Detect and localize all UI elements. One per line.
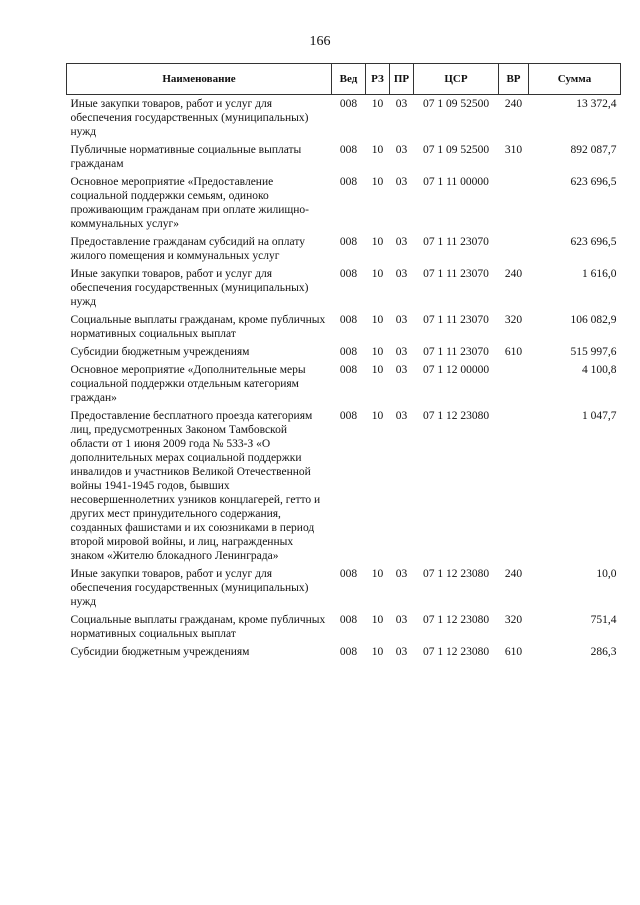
cell-ved: 008 xyxy=(339,614,358,626)
cell-ved: 008 xyxy=(339,314,358,326)
cell-sum: 286,3 xyxy=(590,646,617,658)
table-row xyxy=(67,267,621,313)
table-row xyxy=(67,409,621,567)
cell-name: Социальные выплаты гражданам, кроме публичных нормативных социальных выплат xyxy=(70,314,326,340)
cell-rz: 10 xyxy=(371,614,384,626)
cell-pr: 03 xyxy=(395,268,408,280)
cell-vr: 240 xyxy=(504,568,523,580)
cell-sum: 751,4 xyxy=(590,614,617,626)
table-row xyxy=(67,143,621,175)
header-rz: РЗ xyxy=(366,64,390,95)
header-pr: ПР xyxy=(390,64,414,95)
table-row xyxy=(67,95,621,144)
cell-sum: 1 616,0 xyxy=(582,268,617,280)
cell-csr: 07 1 11 23070 xyxy=(423,268,489,280)
cell-csr: 07 1 11 23070 xyxy=(423,236,489,248)
cell-pr: 03 xyxy=(395,614,408,626)
cell-sum: 1 047,7 xyxy=(582,410,617,422)
cell-sum: 623 696,5 xyxy=(570,236,617,248)
cell-csr: 07 1 11 23070 xyxy=(423,314,489,326)
table-row xyxy=(67,313,621,345)
cell-pr: 03 xyxy=(395,314,408,326)
cell-sum: 4 100,8 xyxy=(582,364,617,376)
cell-pr: 03 xyxy=(395,364,408,376)
cell-pr: 03 xyxy=(395,144,408,156)
cell-rz: 10 xyxy=(371,144,384,156)
cell-csr: 07 1 11 23070 xyxy=(423,346,489,358)
cell-rz: 10 xyxy=(371,410,384,422)
cell-vr xyxy=(499,409,529,567)
cell-rz: 10 xyxy=(371,314,384,326)
cell-vr: 320 xyxy=(504,314,523,326)
table-header-row xyxy=(67,64,621,95)
cell-csr: 07 1 12 23080 xyxy=(422,646,490,658)
table-row xyxy=(67,363,621,409)
cell-csr: 07 1 12 23080 xyxy=(422,568,490,580)
cell-vr xyxy=(499,363,529,409)
cell-rz: 10 xyxy=(371,98,384,110)
cell-rz: 10 xyxy=(371,364,384,376)
cell-rz: 10 xyxy=(371,236,384,248)
cell-csr: 07 1 12 23080 xyxy=(422,410,490,422)
cell-ved: 008 xyxy=(339,646,358,658)
cell-name: Основное мероприятие «Дополнительные меры социальной поддержки отдельным категориям граждан» xyxy=(70,364,306,404)
cell-sum: 623 696,5 xyxy=(570,176,617,188)
header-vr: ВР xyxy=(499,64,529,95)
table-body xyxy=(67,95,621,664)
cell-sum: 13 372,4 xyxy=(576,98,617,110)
cell-vr xyxy=(499,235,529,267)
cell-sum: 892 087,7 xyxy=(570,144,617,156)
cell-ved: 008 xyxy=(339,236,358,248)
table-row xyxy=(67,175,621,235)
cell-vr: 320 xyxy=(504,614,523,626)
header-ved: Вед xyxy=(332,64,366,95)
cell-name: Субсидии бюджетным учреждениям xyxy=(70,646,250,658)
cell-vr: 240 xyxy=(504,268,523,280)
cell-ved: 008 xyxy=(339,268,358,280)
cell-vr: 240 xyxy=(504,98,523,110)
cell-sum: 106 082,9 xyxy=(570,314,617,326)
cell-csr: 07 1 09 52500 xyxy=(422,98,490,110)
cell-pr: 03 xyxy=(395,236,408,248)
cell-rz: 10 xyxy=(371,268,384,280)
table-row xyxy=(67,345,621,363)
cell-pr: 03 xyxy=(395,98,408,110)
table-row xyxy=(67,645,621,663)
cell-vr: 610 xyxy=(504,646,523,658)
cell-pr: 03 xyxy=(395,176,408,188)
cell-ved: 008 xyxy=(339,364,358,376)
table-row xyxy=(67,235,621,267)
cell-name: Публичные нормативные социальные выплаты гражданам xyxy=(70,144,302,170)
cell-rz: 10 xyxy=(371,176,384,188)
cell-name: Предоставление бесплатного проезда категориям лиц, предусмотренных Законом Тамбовской области от 1 июня 2009 года № 533-З «О дополнительных мерах социальной поддержки инвалидов и участников Великой Отечественной войны 1941-1945 годов, бывших несовершеннолетних узников концлагерей, гетто и других мест принудительного содержания, созданных фашистами и их союзниками в период второй мировой войны, и лиц, награжденных знаком «Жителю блокадного Ленинграда» xyxy=(70,410,321,562)
header-name: Наименование xyxy=(67,64,332,95)
cell-vr xyxy=(499,175,529,235)
cell-csr: 07 1 11 00000 xyxy=(423,176,489,188)
cell-ved: 008 xyxy=(339,98,358,110)
cell-sum: 10,0 xyxy=(596,568,617,580)
cell-ved: 008 xyxy=(339,176,358,188)
cell-rz: 10 xyxy=(371,346,384,358)
cell-pr: 03 xyxy=(395,410,408,422)
cell-csr: 07 1 12 23080 xyxy=(422,614,490,626)
table-row xyxy=(67,613,621,645)
cell-name: Предоставление гражданам субсидий на оплату жилого помещения и коммунальных услуг xyxy=(70,236,305,262)
cell-vr: 610 xyxy=(504,346,523,358)
cell-pr: 03 xyxy=(395,568,408,580)
cell-name: Социальные выплаты гражданам, кроме публичных нормативных социальных выплат xyxy=(70,614,326,640)
cell-csr: 07 1 09 52500 xyxy=(422,144,490,156)
cell-name: Иные закупки товаров, работ и услуг для обеспечения государственных (муниципальных) нужд xyxy=(70,98,309,138)
cell-name: Иные закупки товаров, работ и услуг для обеспечения государственных (муниципальных) нужд xyxy=(70,268,309,308)
cell-csr: 07 1 12 00000 xyxy=(422,364,490,376)
header-csr: ЦСР xyxy=(414,64,499,95)
cell-ved: 008 xyxy=(339,410,358,422)
cell-pr: 03 xyxy=(395,346,408,358)
page-number: 166 xyxy=(309,34,331,49)
cell-vr: 310 xyxy=(504,144,523,156)
cell-rz: 10 xyxy=(371,646,384,658)
cell-pr: 03 xyxy=(395,646,408,658)
cell-name: Субсидии бюджетным учреждениям xyxy=(70,346,250,358)
cell-ved: 008 xyxy=(339,568,358,580)
cell-name: Иные закупки товаров, работ и услуг для обеспечения государственных (муниципальных) нужд xyxy=(70,568,309,608)
header-sum: Сумма xyxy=(529,64,621,95)
cell-ved: 008 xyxy=(339,346,358,358)
table-row xyxy=(67,567,621,613)
cell-rz: 10 xyxy=(371,568,384,580)
budget-table xyxy=(66,63,621,663)
cell-name: Основное мероприятие «Предоставление социальной поддержки семьям, одиноко проживающим гражданам при оплате жилищно-коммунальных услуг» xyxy=(70,176,309,230)
cell-sum: 515 997,6 xyxy=(570,346,617,358)
cell-ved: 008 xyxy=(339,144,358,156)
